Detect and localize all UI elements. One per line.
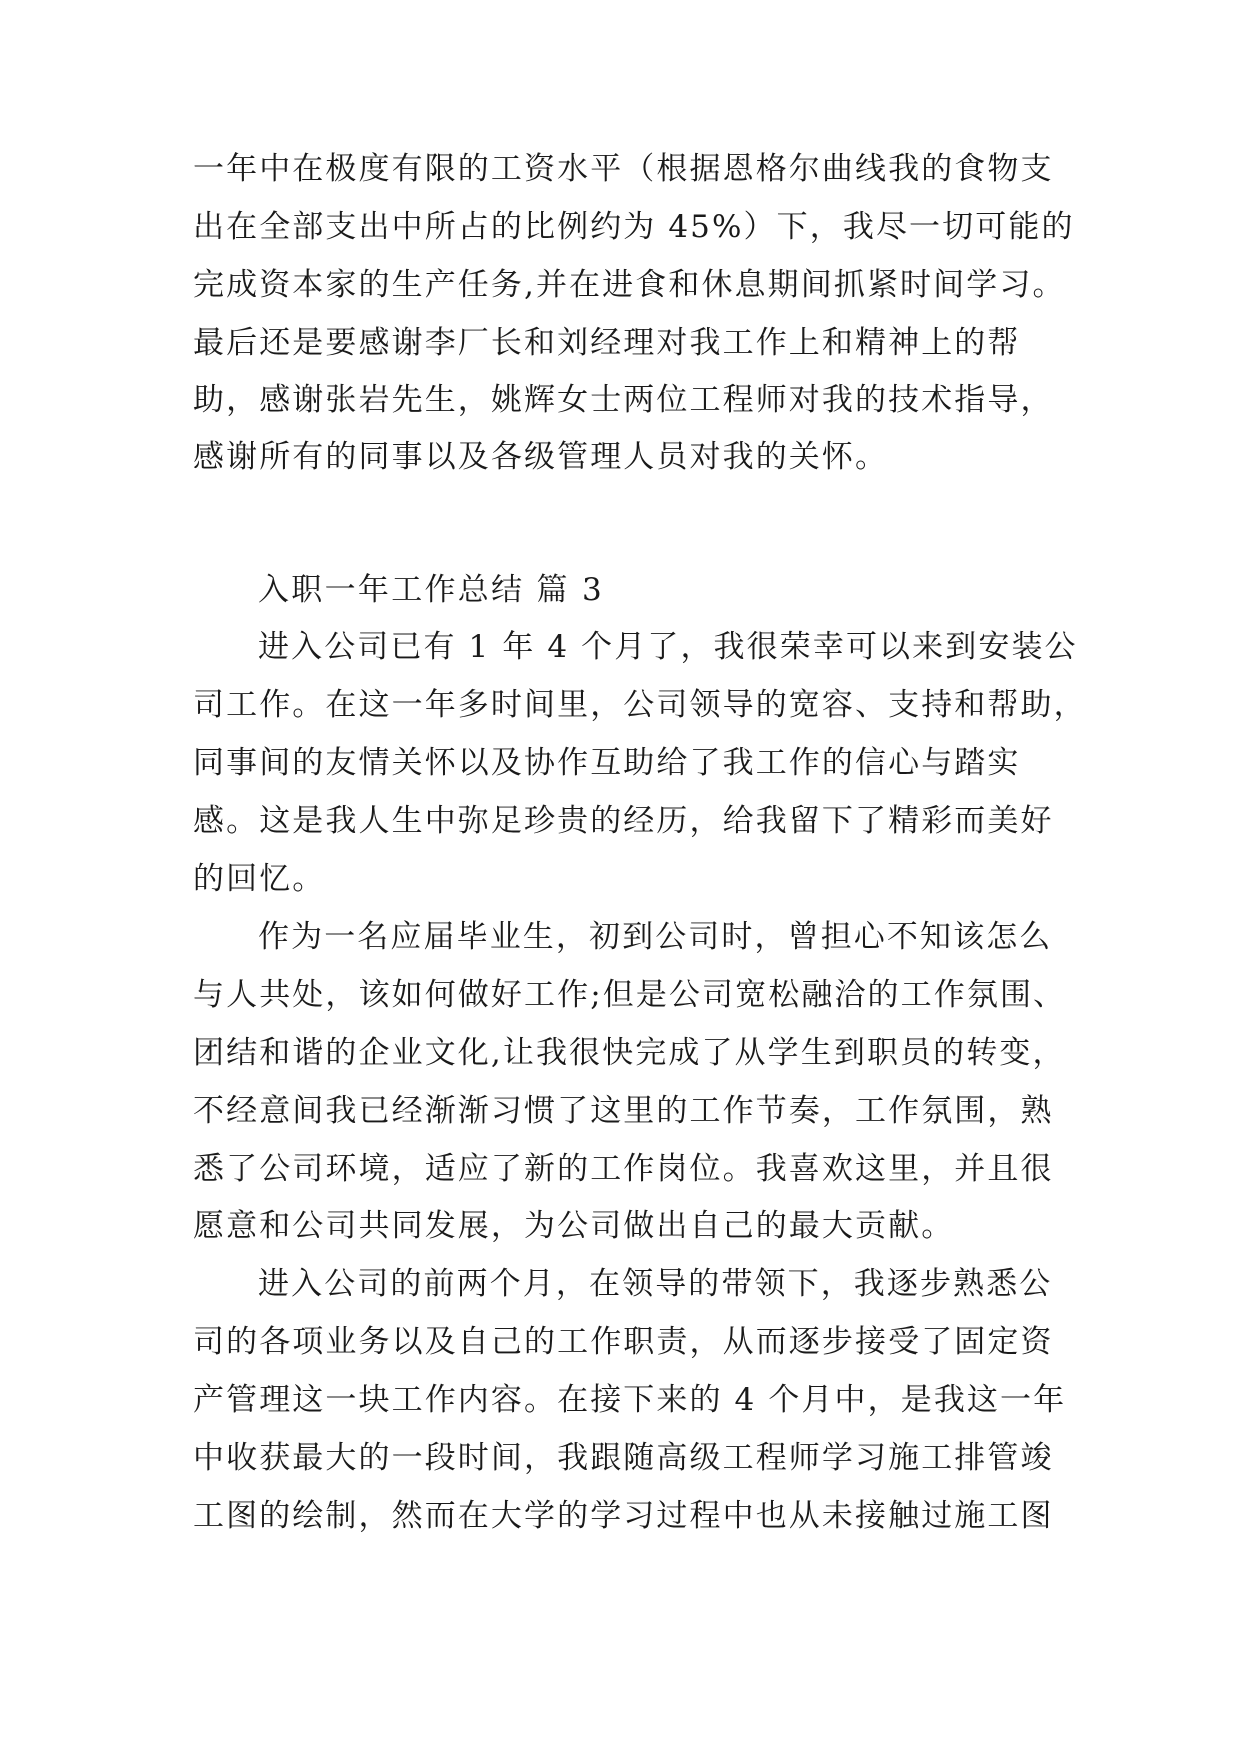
text-line: 司工作。在这一年多时间里，公司领导的宽容、支持和帮助，	[193, 687, 1087, 723]
text-line: 最后还是要感谢李厂长和刘经理对我工作上和精神上的帮	[193, 325, 1021, 361]
text-line: 不经意间我已经渐渐习惯了这里的工作节奏，工作氛围，熟	[193, 1093, 1054, 1129]
text-line: 悉了公司环境，适应了新的工作岗位。我喜欢这里，并且很	[193, 1151, 1054, 1187]
text-line: 司的各项业务以及自己的工作职责，从而逐步接受了固定资	[193, 1324, 1054, 1360]
text-line: 感。这是我人生中弥足珍贵的经历，给我留下了精彩而美好	[193, 803, 1054, 839]
paragraph-first-line: 作为一名应届毕业生，初到公司时，曾担心不知该怎么	[258, 919, 1053, 955]
text-line: 出在全部支出中所占的比例约为 45%）下，我尽一切可能的	[193, 209, 1075, 245]
text-line: 团结和谐的企业文化,让我很快完成了从学生到职员的转变，	[193, 1035, 1066, 1071]
text-line: 助，感谢张岩先生，姚辉女士两位工程师对我的技术指导，	[193, 382, 1054, 418]
section-heading: 入职一年工作总结 篇 3	[258, 572, 605, 608]
paragraph-first-line: 进入公司的前两个月，在领导的带领下，我逐步熟悉公	[258, 1266, 1053, 1302]
text-line: 愿意和公司共同发展，为公司做出自己的最大贡献。	[193, 1208, 955, 1244]
text-line: 产管理这一块工作内容。在接下来的 4 个月中，是我这一年	[193, 1382, 1067, 1418]
paragraph-first-line: 进入公司已有 1 年 4 个月了，我很荣幸可以来到安装公	[258, 629, 1078, 665]
text-line: 感谢所有的同事以及各级管理人员对我的关怀。	[193, 439, 889, 475]
text-line: 完成资本家的生产任务,并在进食和休息期间抓紧时间学习。	[193, 267, 1066, 303]
text-line: 工图的绘制，然而在大学的学习过程中也从未接触过施工图	[193, 1498, 1054, 1534]
text-line: 一年中在极度有限的工资水平（根据恩格尔曲线我的食物支	[193, 151, 1054, 187]
text-line: 的回忆。	[193, 861, 326, 897]
text-line: 同事间的友情关怀以及协作互助给了我工作的信心与踏实	[193, 745, 1021, 781]
text-line: 与人共处，该如何做好工作;但是公司宽松融洽的工作氛围、	[193, 977, 1067, 1013]
text-line: 中收获最大的一段时间，我跟随高级工程师学习施工排管竣	[193, 1440, 1054, 1476]
